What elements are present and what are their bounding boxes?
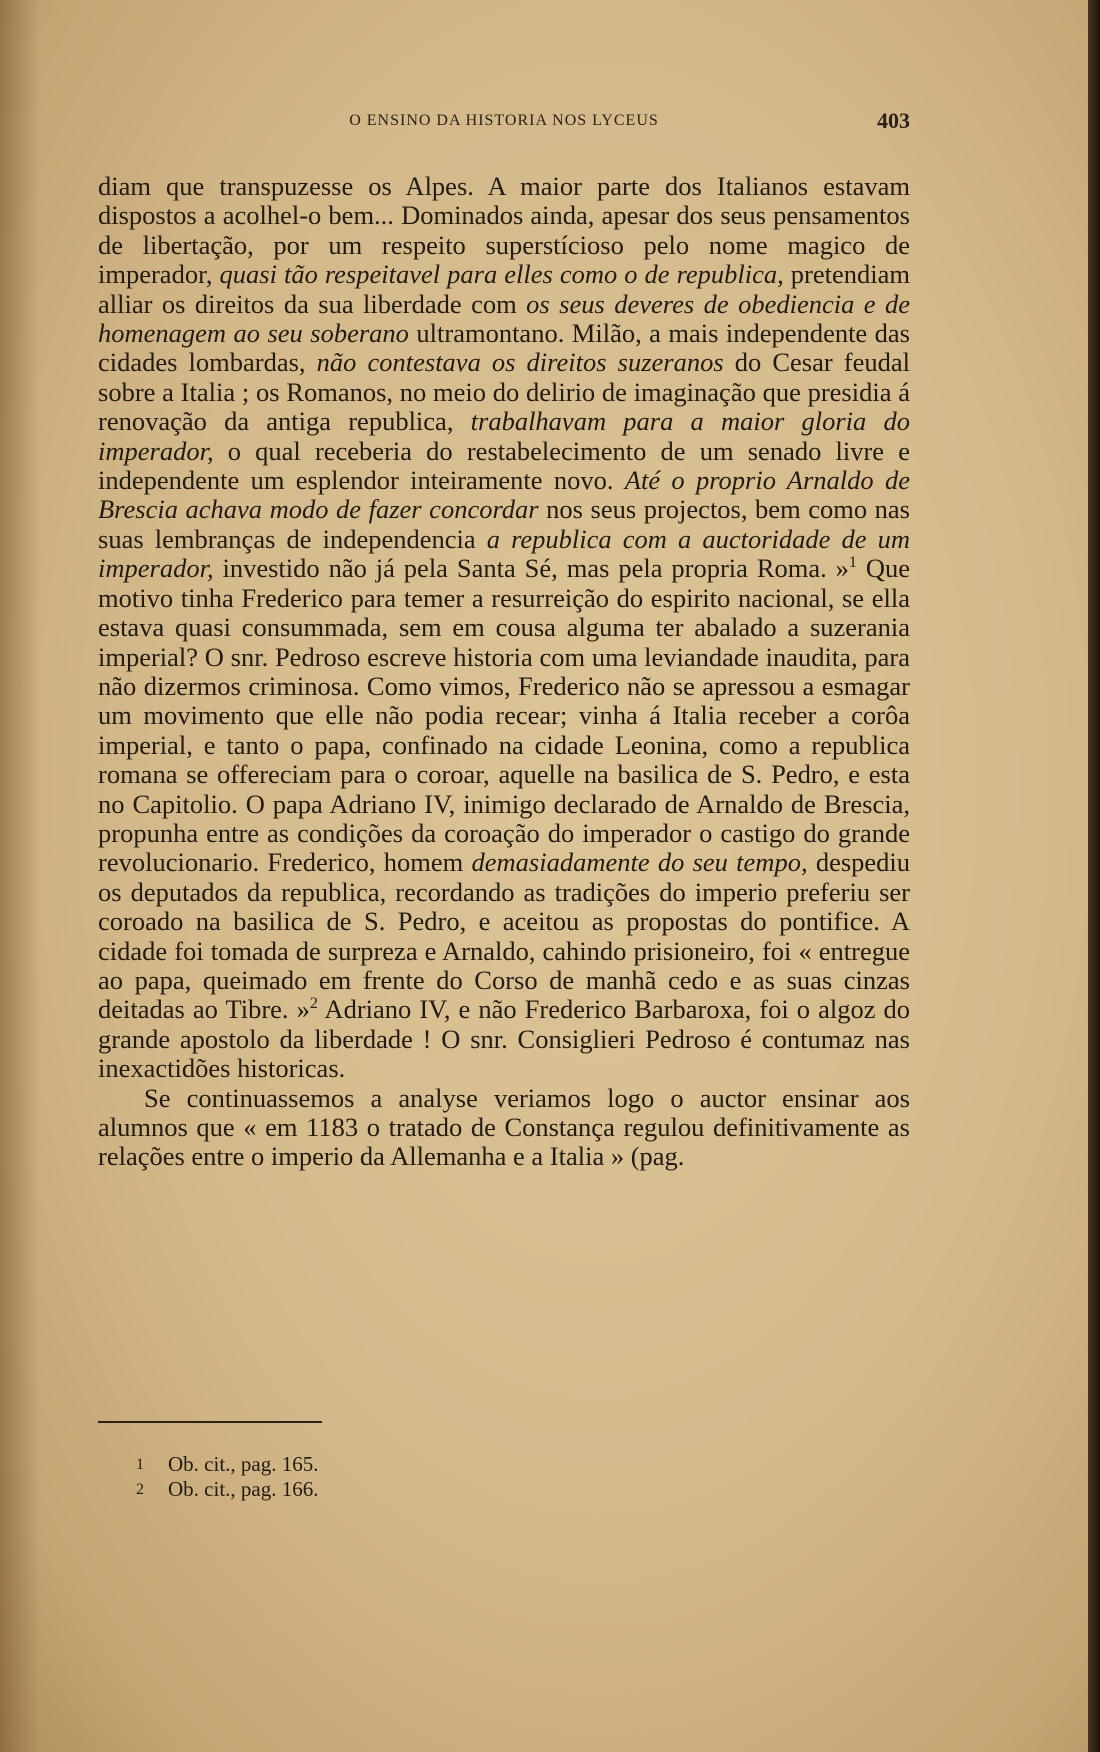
footnote: [136, 1452, 736, 1477]
footnotes: [136, 1452, 736, 1502]
text-run: despediu os deputados da republica, recordando as tradições do imperio preferiu ser coroado na basilica de S. Pedro, e aceitou as propostas do pontifice. A cidade foi tomada de surpreza e Arnaldo, cahindo prisioneiro, foi « entregue ao papa, queimado em frente do Corso de manhã cedo e as suas cinzas deitadas ao Tibre. »: [98, 847, 911, 1025]
text-run: Adriano IV, e não Frederico Barbaroxa, foi o algoz do grande apostolo da liberdade ! O snr. Consiglieri Pedroso é contumaz nas inexactidões historicas.: [98, 994, 911, 1084]
footnote-mark: 2: [136, 1481, 144, 1498]
text-run: nos seus projectos, bem como nas suas lembranças de independencia: [98, 494, 910, 554]
footnote-text: Ob. cit., pag. 166.: [168, 1477, 319, 1501]
footnote: [136, 1477, 736, 1502]
text-run: o qual receberia do restabelecimento de um senado livre e independente um esplendor inteiramente novo.: [98, 435, 910, 496]
italic-run: Até o proprio Arnaldo de Brescia achava modo de fazer concordar: [98, 465, 910, 525]
italic-run: os seus deveres de obediencia e de homenagem ao seu soberano: [98, 288, 910, 349]
italic-run: quasi tão respeitavel para elles como o de republica,: [219, 259, 784, 290]
footnote-mark: 1: [136, 1456, 144, 1473]
body-text: [98, 172, 910, 1172]
footnote-rule: [98, 1421, 322, 1423]
italic-run: trabalhavam para a maior gloria do imperador,: [98, 406, 910, 466]
text-run: diam que transpuzesse os Alpes. A maior parte dos Italianos estavam dispostos a acolhel-o bem... Dominados ainda, apesar dos seus pensamentos de libertação, por um respeito superstícioso pelo nome magico de imperador,: [98, 171, 910, 290]
page-number: 403: [877, 108, 910, 133]
text-run: Que motivo tinha Frederico para temer a resurreição do espirito nacional, se ella estava quasi consummada, sem em cousa alguma ter abalado a suzerania imperial? O snr. Pedroso escreve historia com uma leviandade inaudita, para não dizermos criminosa. Como vimos, Frederico não se apressou a esmagar um movimento que elle não podia recear; vinha á Italia receber a corôa imperial, e tanto o papa, confinado na cidade Leonina, como a republica romana se offereciam para o coroar, aquelle na basilica de S. Pedro, e esta no Capitolio. O papa Adriano IV, inimigo declarado de Arnaldo de Brescia, propunha entre as condições da coroação do imperador o castigo do grande revolucionario. Frederico, homem: [98, 553, 910, 878]
paragraph-2: Se continuassemos a analyse veriamos logo o auctor ensinar aos alumnos que « em 1183 o tratado de Constança regulou definitivamente as relações entre o imperio da Allemanha e a Italia » (pag.: [98, 1082, 910, 1172]
paragraph-1: [98, 172, 910, 1084]
footnote-text: Ob. cit., pag. 165.: [168, 1452, 319, 1476]
italic-run: demasiadamente do seu tempo,: [471, 847, 808, 878]
footnote-ref-1: 1: [848, 554, 857, 572]
text-run: investido não já pela Santa Sé, mas pela propria Roma. »: [213, 553, 849, 584]
footnote-ref-2: 2: [309, 995, 318, 1013]
text-run: do Cesar feudal sobre a Italia ; os Romanos, no meio do delirio de imaginação que presidia á renovação da antiga republica,: [98, 347, 910, 437]
text-run: ultramontano. Milão, a mais independente das cidades lombardas,: [98, 318, 910, 378]
running-title: O ENSINO DA HISTORIA NOS LYCEUS: [349, 112, 659, 129]
italic-run: a republica com a auctoridade de um imperador,: [98, 523, 910, 584]
italic-run: não contestava os direitos suzeranos: [316, 347, 724, 378]
page-edge: [1088, 0, 1100, 1752]
text-run: pretendiam alliar os direitos da sua liberdade com: [98, 259, 911, 319]
